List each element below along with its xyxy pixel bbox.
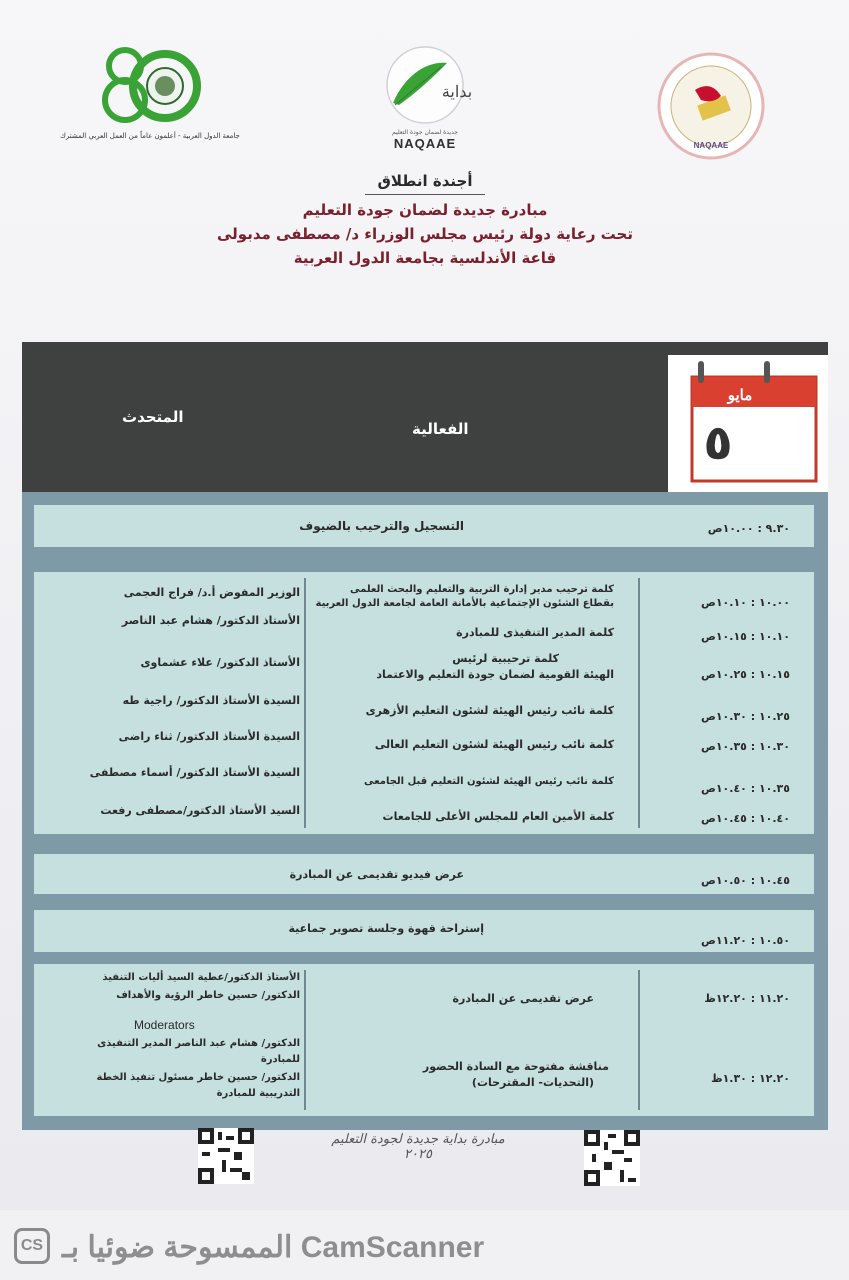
session-7-event: كلمة الأمين العام للمجلس الأعلى للجامعات [382,810,614,823]
calendar-day: ٥ [703,415,733,471]
session-7-speaker: السيد الأستاذ الدكتور/مصطفى رفعت [100,804,300,817]
presentation-event: عرض تقديمى عن المبادرة [452,992,594,1005]
session-3-speaker: الأستاذ الدكتور/ علاء عشماوى [140,656,300,669]
session-3-event-line2: الهيئة القومية لضمان جودة التعليم والاعتماد [376,668,614,681]
session-1-event-line2: بقطاع الشئون الإجتماعية بالأمانة العامة لجامعة الدول العربية [315,598,614,609]
bedaya-word: بداية [441,82,473,101]
title-block [200,172,650,267]
session-5-event: كلمة نائب رئيس الهيئة لشئون التعليم العالى [374,738,614,751]
qr-code-right-icon [584,1130,640,1186]
signature-text: مبادرة بداية جديدة لجودة التعليم [331,1132,505,1147]
title-underline [365,194,485,195]
session-7-time: ١٠.٤٠ : ١٠.٤٥ص [701,812,790,825]
table-header [22,342,828,492]
qr-code-left-icon [198,1128,254,1184]
session-6-speaker: السيدة الأستاذ الدكتور/ أسماء مصطفى [89,766,300,779]
camscanner-logo-icon: CS [14,1228,50,1264]
moderator-2: الدكتور/ حسين خاطر مسئول تنفيذ الخطة [96,1072,300,1083]
moderator-1-line2: للمبادرة [260,1054,300,1065]
video-time: ١٠.٤٥ : ١٠.٥٠ص [701,874,790,887]
moderators-label: Moderators [134,1018,195,1032]
presentation-speaker-1: الأستاذ الدكتور/عطية السيد أليات التنفيذ [102,972,300,983]
feather-circle-icon [365,45,485,125]
initiative-title: مبادرة جديدة لضمان جودة التعليم [302,201,548,219]
session-2-time: ١٠.١٠ : ١٠.١٥ص [701,630,790,643]
patronage-line: تحت رعاية دولة رئيس مجلس الوزراء د/ مصطفى مدبولى [217,225,633,243]
session-4-speaker: السيدة الأستاذ الدكتور/ راجية طه [122,694,300,707]
registration-time: ٩.٣٠ : ١٠.٠٠ص [707,522,790,535]
camscanner-text: الممسوحة ضوئيا بـ CamScanner [62,1231,485,1264]
session-5-time: ١٠.٣٠ : ١٠.٣٥ص [701,740,790,753]
calendar-box [668,355,828,492]
bedaya-caption: جديدة لضمان جودة التعليم [392,129,458,136]
arab-league-logo [60,38,240,158]
signature-year: ٢٠٢٥ [404,1147,432,1162]
session-6-time: ١٠.٣٥ : ١٠.٤٠ص [701,782,790,795]
discussion-event-line2: (التحديات- المقترحات) [471,1076,594,1089]
agenda-title: أجندة انطلاق [377,172,473,190]
closing-block [34,964,814,1116]
moderator-1: الدكتور/ هشام عبد الناصر المدير التنفيذى [97,1038,300,1049]
presentation-speaker-2: الدكتور/ حسين خاطر الرؤية والأهداف [116,990,300,1001]
bedaya-logo [355,45,495,165]
sessions-block [34,572,814,834]
speaker-column-header: المتحدث [122,408,184,426]
session-1-speaker: الوزير المفوض أ.د/ فراج العجمى [123,586,300,599]
naqaae-seal-logo [655,50,775,170]
session-3-time: ١٠.١٥ : ١٠.٢٥ص [701,668,790,681]
presentation-time: ١١.٢٠ : ١٢.٢٠ظ [704,992,790,1005]
discussion-time: ١٢.٢٠ : ١.٣٠ظ [711,1072,790,1085]
coffee-event: إستراحة قهوة وجلسة تصوير جماعية [288,922,484,935]
agenda-table [22,342,828,1130]
session-4-time: ١٠.٢٥ : ١٠.٣٠ص [701,710,790,723]
naqaae-seal-icon [655,50,767,162]
video-event: عرض فيديو تقديمى عن المبادرة [289,868,464,881]
coffee-row [34,910,814,952]
session-3-event: كلمة ترحيبية لرئيس [452,652,559,665]
initiative-signature [318,1132,518,1162]
discussion-event: مناقشة مفتوحة مع السادة الحضور [422,1060,609,1073]
session-5-speaker: السيدة الأستاذ الدكتور/ ثناء راضى [118,730,300,743]
video-row [34,854,814,894]
session-2-event: كلمة المدير التنفيذى للمبادرة [456,626,614,639]
coffee-time: ١٠.٥٠ : ١١.٢٠ص [701,934,790,947]
session-1-time: ١٠.٠٠ : ١٠.١٠ص [701,596,790,609]
calendar-month: مايو [727,386,753,404]
calendar-icon [668,355,828,492]
camscanner-watermark [0,1210,849,1280]
session-2-speaker: الأستاذ الدكتور/ هشام عبد الناصر [121,614,300,627]
moderator-2-line2: التدريبية للمبادرة [216,1088,300,1099]
eighty-emblem-icon [95,38,205,128]
naqaae-brand: NAQAAE [393,136,457,151]
venue-line: قاعة الأندلسية بجامعة الدول العربية [293,249,557,267]
registration-event: التسجيل والترحيب بالضيوف [299,519,464,533]
registration-row [34,505,814,547]
arab-league-caption: جامعة الدول العربية - أعلمون عاماً من العمل العربي المشترك [60,132,240,140]
seal-brand-text: NAQAAE [693,141,729,150]
session-6-event: كلمة نائب رئيس الهيئة لشئون التعليم قبل الجامعى [363,776,614,787]
event-column-header: الفعالية [412,420,469,438]
session-1-event: كلمة ترحيب مدير إدارة التربية والتعليم والبحث العلمى [350,584,614,595]
session-4-event: كلمة نائب رئيس الهيئة لشئون التعليم الأزهرى [365,704,614,717]
